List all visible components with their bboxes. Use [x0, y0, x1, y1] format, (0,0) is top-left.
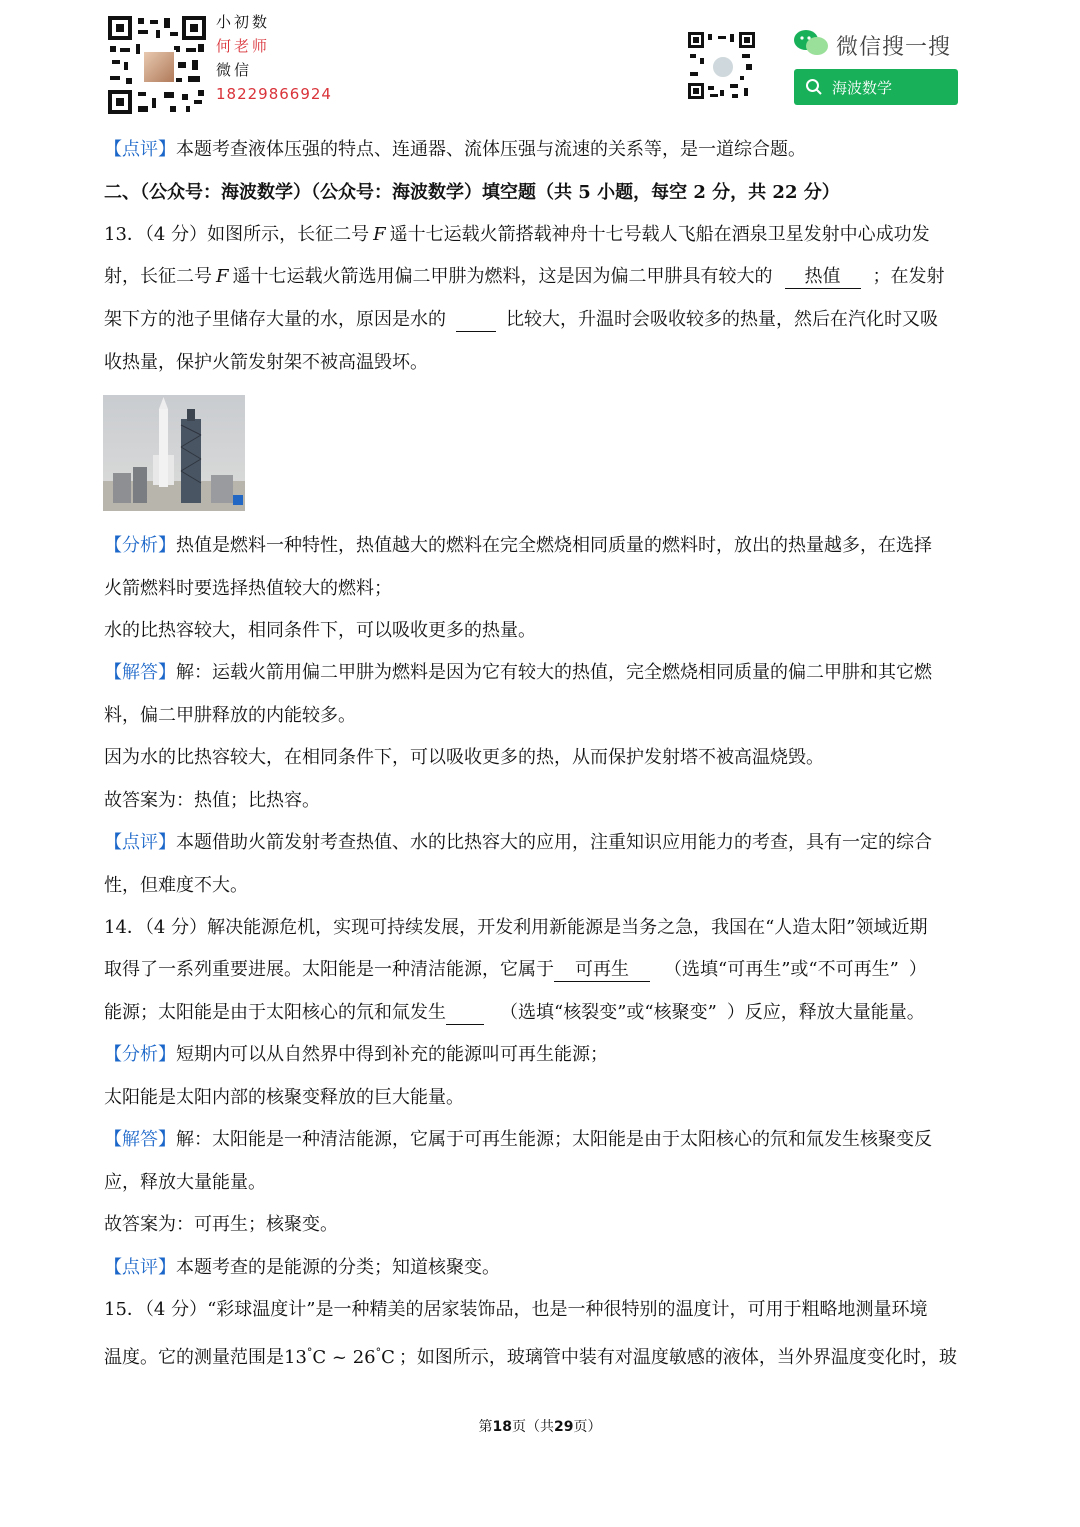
a14-comment-1: 【点评】本题考查的是能源的分类；知道核聚变。 — [104, 1257, 500, 1278]
prev-comment — [104, 138, 980, 162]
wechat-search-title: 微信搜一搜 — [836, 35, 952, 60]
contact-line-1: 小初数 — [216, 13, 271, 31]
contact-line-2: 何老师 — [216, 37, 271, 55]
a13-answer-4: 故答案为：热值；比热容。 — [104, 790, 320, 811]
a14-analysis-2: 太阳能是太阳内部的核聚变释放的巨大能量。 — [104, 1087, 464, 1108]
rocket-launch-photo — [103, 395, 245, 511]
a13-answer-3: 因为水的比热容较大，在相同条件下，可以吸收更多的热，从而保护发射塔不被高温烧毁。 — [104, 747, 824, 768]
a13-comment-1: 【点评】本题借助火箭发射考查热值、水的比热容大的应用，注重知识应用能力的考查，具有一定的综合 — [104, 832, 932, 853]
a13-analysis-2: 火箭燃料时要选择热值较大的燃料； — [104, 578, 392, 599]
a13-answer-2: 料，偏二甲肼释放的内能较多。 — [104, 705, 356, 726]
wechat-qr-code — [688, 32, 755, 99]
q13-answer-1: 热值 — [785, 266, 861, 289]
a13-comment-2: 性，但难度不大。 — [104, 875, 248, 896]
q13-line-1: 13．（4 分）如图所示，长征二号 F 遥十七运载火箭搭载神舟十七号载人飞船在酒泉卫星发射中心成功发 — [104, 224, 930, 245]
contact-line-3: 微信 — [216, 61, 253, 79]
wechat-search-button[interactable] — [794, 69, 958, 105]
a13-answer-1: 【解答】解：运载火箭用偏二甲肼为燃料是因为它有较大的热值，完全燃烧相同质量的偏二甲肼和其它燃 — [104, 662, 932, 683]
q13-line-2: 射，长征二号 F 遥十七运载火箭选用偏二甲肼为燃料，这是因为偏二甲肼具有较大的 热值 ；在发射 — [104, 266, 945, 287]
a13-analysis-1: 【分析】热值是燃料一种特性，热值越大的燃料在完全燃烧相同质量的燃料时，放出的热量越多，在选择 — [104, 535, 932, 556]
contact-phone: 18229866924 — [216, 85, 332, 103]
q14-answer-1: 可再生 — [554, 959, 650, 982]
search-label: 海波数学 — [832, 78, 893, 97]
temperature-range: 13°C ~ 26°C — [284, 1346, 395, 1368]
a14-answer-3: 故答案为：可再生；核聚变。 — [104, 1214, 338, 1235]
qr-center-badge — [711, 55, 735, 79]
q14-blank-2 — [446, 1006, 484, 1025]
contact-info — [216, 10, 336, 106]
wechat-logo-icon — [793, 29, 829, 57]
q14-line-3: 能源；太阳能是由于太阳核心的氘和氚发生 （选填“核裂变”或“核聚变” ）反应，释放大量能量。 — [104, 1002, 925, 1023]
q13-blank-2 — [456, 313, 496, 332]
a13-analysis-3: 水的比热容较大，相同条件下，可以吸收更多的热量。 — [104, 620, 536, 641]
q13-line-4: 收热量，保护火箭发射架不被高温毁坏。 — [104, 352, 428, 373]
rocket-model-letter: F — [373, 224, 386, 245]
comment-tag: 【点评】 — [104, 139, 176, 160]
qr-center-photo — [142, 50, 176, 84]
page-total: 29 — [554, 1419, 574, 1435]
a14-analysis-1: 【分析】短期内可以从自然界中得到补充的能源叫可再生能源； — [104, 1044, 608, 1065]
q15-line-2: 温度。它的测量范围是13°C ~ 26°C ；如图所示，玻璃管中装有对温度敏感的液体，当外界温度变化时，玻 — [104, 1346, 957, 1368]
a14-answer-1: 【解答】解：太阳能是一种清洁能源，它属于可再生能源；太阳能是由于太阳核心的氘和氚发生核聚变反 — [104, 1129, 932, 1150]
page-number: 18 — [492, 1419, 512, 1435]
q14-line-2: 取得了一系列重要进展。太阳能是一种清洁能源，它属于 可再生 （选填“可再生”或“不可再生” ） — [104, 959, 927, 980]
search-icon — [805, 78, 823, 96]
q13-line-3: 架下方的池子里储存大量的水，原因是水的 比较大，升温时会吸收较多的热量，然后在汽化时又吸 — [104, 309, 938, 330]
section-heading: 二、（公众号：海波数学）（公众号：海波数学）填空题（共 5 小题，每空 2 分，共 22 分） — [104, 182, 840, 203]
comment-text: 本题考查液体压强的特点、连通器、流体压强与流速的关系等，是一道综合题。 — [176, 139, 806, 160]
page-footer: 第18页（共29页） — [478, 1419, 602, 1435]
q15-line-1: 15．（4 分）“彩球温度计”是一种精美的居家装饰品，也是一种很特别的温度计，可用于粗略地测量环境 — [104, 1299, 928, 1320]
contact-qr-code — [108, 16, 206, 114]
a14-answer-2: 应，释放大量能量。 — [104, 1172, 266, 1193]
q14-line-1: 14．（4 分）解决能源危机，实现可持续发展，开发利用新能源是当务之急，我国在“人造太阳”领域近期 — [104, 917, 928, 938]
